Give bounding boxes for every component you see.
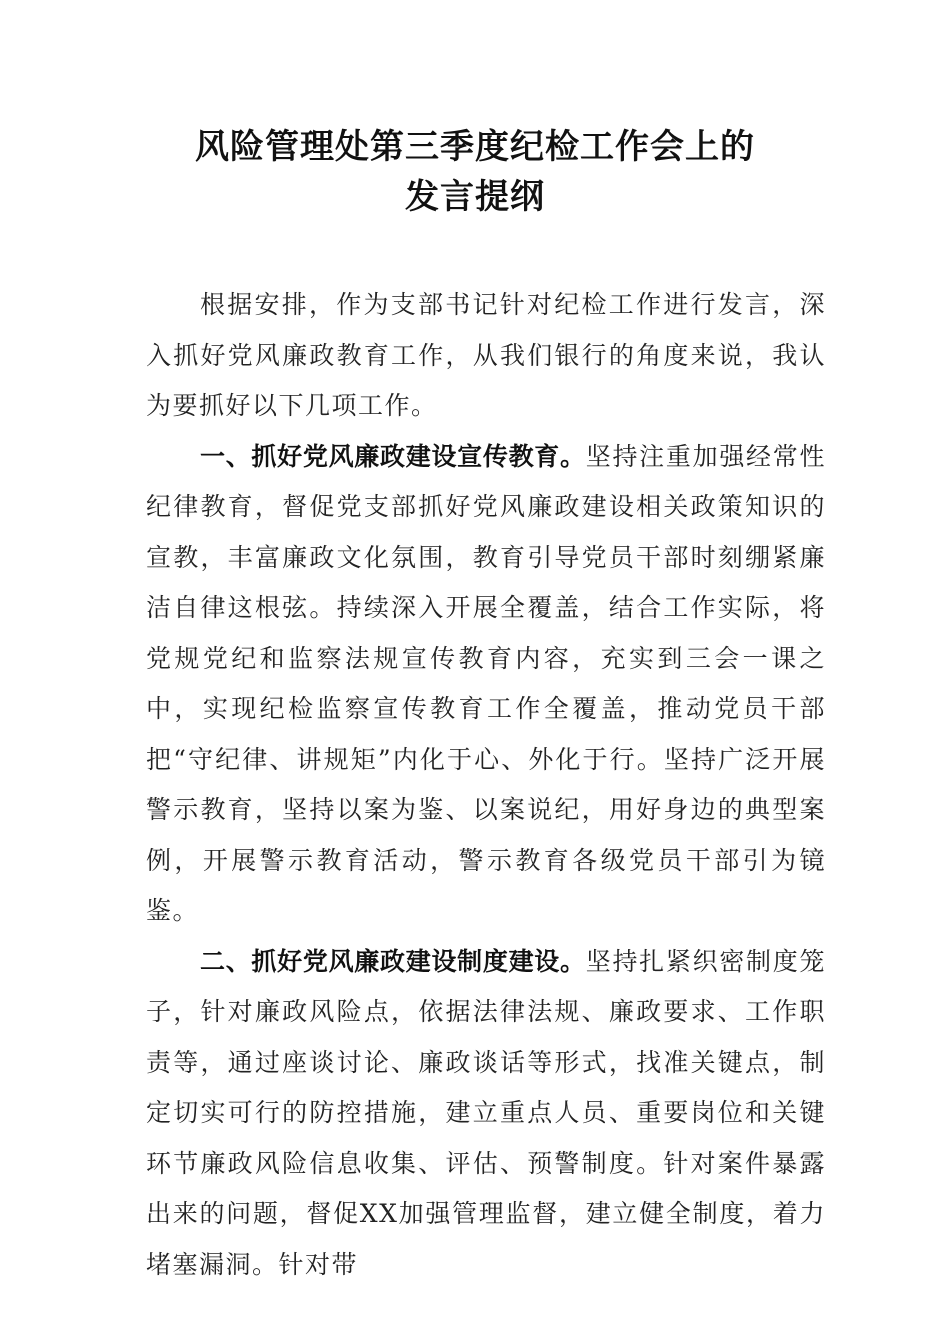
section-1-heading: 一、抓好党风廉政建设宣传教育。 <box>200 441 586 471</box>
section-2-heading: 二、抓好党风廉政建设制度建设。 <box>200 946 586 976</box>
section-2-paragraph <box>146 937 826 1291</box>
section-1-paragraph <box>146 432 826 937</box>
document-title-line-1: 风险管理处第三季度纪检工作会上的 <box>195 127 755 167</box>
document-body <box>146 280 826 1290</box>
document-title <box>0 122 950 222</box>
document-title-line-2: 发言提纲 <box>405 177 545 217</box>
intro-paragraph: 根据安排，作为支部书记针对纪检工作进行发言，深入抓好党风廉政教育工作，从我们银行的角度来说，我认为要抓好以下几项工作。 <box>146 290 826 420</box>
section-1-text: 坚持注重加强经常性纪律教育，督促党支部抓好党风廉政建设相关政策知识的宣教，丰富廉政文化氛围，教育引导党员干部时刻绷紧廉洁自律这根弦。持续深入开展全覆盖，结合工作实际，将党规党纪和监察法规宣传教育内容，充实到三会一课之中，实现纪检监察宣传教育工作全覆盖，推动党员干部把“守纪律、讲规矩”内化于心、外化于行。坚持广泛开展警示教育，坚持以案为鉴、以案说纪，用好身边的典型案例，开展警示教育活动，警示教育各级党员干部引为镜鉴。 <box>146 441 826 925</box>
section-2-text: 坚持扎紧织密制度笼子，针对廉政风险点，依据法律法规、廉政要求、工作职责等，通过座谈讨论、廉政谈话等形式，找准关键点，制定切实可行的防控措施，建立重点人员、重要岗位和关键环节廉政风险信息收集、评估、预警制度。针对案件暴露出来的问题，督促XX加强管理监督，建立健全制度，着力堵塞漏洞。针对带 <box>146 946 826 1279</box>
